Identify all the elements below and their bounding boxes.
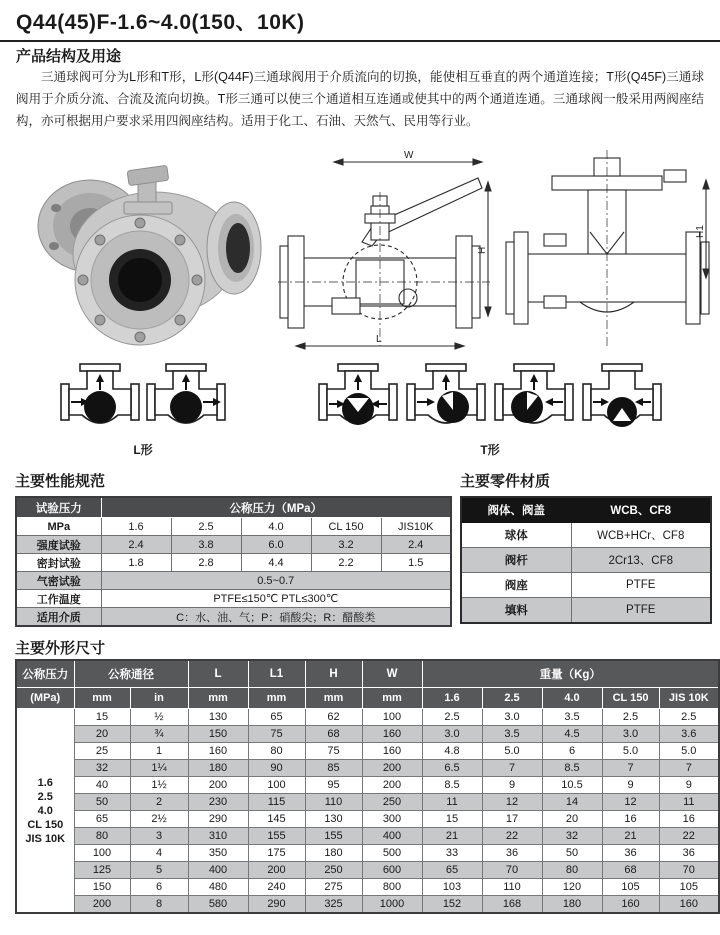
dimensions-row bbox=[16, 862, 719, 879]
performance-cell: 2.4 bbox=[381, 536, 451, 554]
dimensions-cell: 200 bbox=[362, 760, 422, 777]
materials-row bbox=[461, 548, 711, 573]
dims-header-weight: 重量（Kg） bbox=[422, 660, 719, 688]
dimensions-cell: 800 bbox=[362, 879, 422, 896]
pressure-class-line: 4.0 bbox=[37, 804, 53, 817]
dimensions-cell: 1½ bbox=[130, 777, 188, 794]
dims-header-pressure: 公称压力 bbox=[16, 660, 74, 688]
pressure-class-line: JIS 10K bbox=[25, 832, 66, 845]
performance-cell: 2.8 bbox=[171, 554, 241, 572]
dimensions-cell: 21 bbox=[422, 828, 482, 845]
dimensions-cell: 275 bbox=[305, 879, 362, 896]
dimensions-cell: 9 bbox=[659, 777, 719, 794]
dimensions-cell: 180 bbox=[188, 760, 248, 777]
dimensions-cell: 20 bbox=[74, 726, 130, 743]
performance-span-cell: C：水、油、气；P：硝酸尖；R：醋酸类 bbox=[101, 608, 451, 627]
dimensions-cell: 200 bbox=[248, 862, 305, 879]
dimensions-cell: 180 bbox=[542, 896, 602, 914]
performance-row bbox=[16, 608, 451, 627]
dimensions-cell: 250 bbox=[305, 862, 362, 879]
performance-cell: 4.0 bbox=[241, 518, 311, 536]
dimensions-cell: 290 bbox=[188, 811, 248, 828]
dimensions-cell: 75 bbox=[305, 743, 362, 760]
dimensions-cell: 62 bbox=[305, 709, 362, 726]
materials-row bbox=[461, 497, 711, 523]
dimensions-cell: 80 bbox=[74, 828, 130, 845]
dimensions-cell: 12 bbox=[602, 794, 659, 811]
section-heading-performance: 主要性能规范 bbox=[15, 473, 106, 490]
dimensions-cell: 1¼ bbox=[130, 760, 188, 777]
dimensions-cell: 68 bbox=[305, 726, 362, 743]
dimensions-cell: 3.5 bbox=[542, 709, 602, 726]
dimensions-cell: 14 bbox=[542, 794, 602, 811]
dimensions-cell: 9 bbox=[482, 777, 542, 794]
dimensions-cell: 4.5 bbox=[542, 726, 602, 743]
materials-value-cell: WCB、CF8 bbox=[571, 497, 711, 523]
dimensions-cell: 36 bbox=[482, 845, 542, 862]
dimensions-cell: 32 bbox=[542, 828, 602, 845]
dimensions-cell: 4.8 bbox=[422, 743, 482, 760]
materials-value-cell: PTFE bbox=[571, 598, 711, 624]
dimensions-cell: 300 bbox=[362, 811, 422, 828]
dimensions-pressure-class-cell bbox=[16, 709, 74, 914]
performance-span-cell: PTFE≤150℃ PTL≤300℃ bbox=[101, 590, 451, 608]
flow-diagram-t3 bbox=[494, 362, 574, 432]
dimensions-cell: 85 bbox=[305, 760, 362, 777]
dimensions-cell: 115 bbox=[248, 794, 305, 811]
dimensions-row bbox=[16, 896, 719, 914]
dimensions-cell: 105 bbox=[602, 879, 659, 896]
section-heading-dimensions: 主要外形尺寸 bbox=[15, 640, 106, 657]
dimensions-cell: 160 bbox=[362, 726, 422, 743]
dimensions-table bbox=[15, 659, 720, 914]
dimensions-cell: 2 bbox=[130, 794, 188, 811]
performance-header-label: 试验压力 bbox=[16, 497, 101, 518]
materials-table bbox=[460, 496, 712, 624]
performance-cell: 1.8 bbox=[101, 554, 171, 572]
dimensions-cell: 1000 bbox=[362, 896, 422, 914]
dimensions-cell: 8.5 bbox=[542, 760, 602, 777]
dims-header-unit-mm: mm bbox=[362, 688, 422, 709]
dimensions-cell: 65 bbox=[422, 862, 482, 879]
performance-cell: 3.8 bbox=[171, 536, 241, 554]
dimensions-cell: 600 bbox=[362, 862, 422, 879]
dimensions-cell: 500 bbox=[362, 845, 422, 862]
dimensions-cell: 10.5 bbox=[542, 777, 602, 794]
dimensions-cell: 130 bbox=[305, 811, 362, 828]
dimensions-row bbox=[16, 828, 719, 845]
performance-row-label: MPa bbox=[16, 518, 101, 536]
dims-header-weight-col: 4.0 bbox=[542, 688, 602, 709]
dims-header-dn-mm: mm bbox=[74, 688, 130, 709]
performance-cell: 1.5 bbox=[381, 554, 451, 572]
dimensions-cell: 95 bbox=[305, 777, 362, 794]
valve-section-drawing-side bbox=[502, 146, 717, 358]
intro-paragraph: 三通球阀可分为L形和T形，L形(Q44F)三通球阀用于介质流向的切换，能使相互垂直的两个通道连接；T形(Q45F)三通球阀用于介质分流、合流及流向切换。T形三通可以使三个通道相互连通或使其中的两个通道连通。三通球阀一般采用两阀座结构，亦可根据用户要求采用四阀座结构。适用于化工、石油、天然气、民用等行业。 bbox=[16, 70, 704, 128]
materials-row bbox=[461, 598, 711, 624]
dimensions-cell: 32 bbox=[74, 760, 130, 777]
performance-row bbox=[16, 590, 451, 608]
dimensions-cell: 21 bbox=[602, 828, 659, 845]
performance-table-body bbox=[16, 518, 451, 627]
performance-row bbox=[16, 572, 451, 590]
dimensions-cell: 2.5 bbox=[659, 709, 719, 726]
dims-header-unit-mm: mm bbox=[248, 688, 305, 709]
dims-header-w: W bbox=[362, 660, 422, 688]
dimensions-cell: 16 bbox=[602, 811, 659, 828]
dimensions-cell: 65 bbox=[248, 709, 305, 726]
dimensions-cell: 400 bbox=[188, 862, 248, 879]
section-heading-materials: 主要零件材质 bbox=[460, 473, 551, 490]
dims-header-dn: 公称通径 bbox=[74, 660, 188, 688]
dimensions-cell: 310 bbox=[188, 828, 248, 845]
dimensions-cell: 3.5 bbox=[482, 726, 542, 743]
materials-table-body bbox=[461, 497, 711, 623]
dimensions-cell: 7 bbox=[482, 760, 542, 777]
dimensions-cell: 11 bbox=[422, 794, 482, 811]
dimensions-cell: 2½ bbox=[130, 811, 188, 828]
dimensions-cell: 240 bbox=[248, 879, 305, 896]
dimensions-cell: 160 bbox=[362, 743, 422, 760]
dimensions-row bbox=[16, 726, 719, 743]
dimensions-cell: 145 bbox=[248, 811, 305, 828]
performance-cell: 2.2 bbox=[311, 554, 381, 572]
dimensions-cell: 200 bbox=[362, 777, 422, 794]
dimensions-cell: 290 bbox=[248, 896, 305, 914]
materials-value-cell: 2Cr13、CF8 bbox=[571, 548, 711, 573]
dimensions-cell: 103 bbox=[422, 879, 482, 896]
dimensions-row bbox=[16, 777, 719, 794]
performance-cell: 3.2 bbox=[311, 536, 381, 554]
dimensions-cell: 16 bbox=[659, 811, 719, 828]
dimensions-cell: 50 bbox=[74, 794, 130, 811]
performance-row-label: 适用介质 bbox=[16, 608, 101, 627]
dimensions-cell: 2.5 bbox=[422, 709, 482, 726]
dimensions-cell: 70 bbox=[659, 862, 719, 879]
dimensions-cell: 12 bbox=[482, 794, 542, 811]
dimensions-cell: 3.0 bbox=[422, 726, 482, 743]
dimensions-cell: 480 bbox=[188, 879, 248, 896]
dimensions-cell: 80 bbox=[542, 862, 602, 879]
dimensions-cell: 5.0 bbox=[602, 743, 659, 760]
materials-row bbox=[461, 573, 711, 598]
title-divider bbox=[0, 40, 720, 42]
dimensions-cell: 65 bbox=[74, 811, 130, 828]
dims-header-weight-col: JIS 10K bbox=[659, 688, 719, 709]
dimensions-cell: 155 bbox=[248, 828, 305, 845]
dims-header-weight-col: 1.6 bbox=[422, 688, 482, 709]
dimensions-cell: 36 bbox=[659, 845, 719, 862]
valve-photo bbox=[20, 146, 272, 358]
performance-cell: CL 150 bbox=[311, 518, 381, 536]
dimensions-cell: 105 bbox=[659, 879, 719, 896]
flow-diagram-t1 bbox=[318, 362, 398, 432]
flow-diagram-l2 bbox=[146, 362, 226, 432]
performance-row bbox=[16, 536, 451, 554]
pressure-class-line: 2.5 bbox=[37, 790, 53, 803]
dimensions-cell: 100 bbox=[74, 845, 130, 862]
dimensions-cell: 17 bbox=[482, 811, 542, 828]
dimensions-cell: ½ bbox=[130, 709, 188, 726]
dimensions-cell: 33 bbox=[422, 845, 482, 862]
dimensions-cell: 3.0 bbox=[482, 709, 542, 726]
dimensions-cell: 168 bbox=[482, 896, 542, 914]
dims-header-weight-col: CL 150 bbox=[602, 688, 659, 709]
dimensions-cell: 350 bbox=[188, 845, 248, 862]
dim-label-l: L bbox=[376, 334, 382, 345]
performance-span-cell: 0.5~0.7 bbox=[101, 572, 451, 590]
dimensions-cell: 2.5 bbox=[602, 709, 659, 726]
flow-diagram-t4 bbox=[582, 362, 662, 432]
dims-header-weight-col: 2.5 bbox=[482, 688, 542, 709]
performance-cell: 2.5 bbox=[171, 518, 241, 536]
dimensions-cell: 180 bbox=[305, 845, 362, 862]
dimensions-cell: 110 bbox=[482, 879, 542, 896]
dimensions-header-row-1 bbox=[16, 660, 719, 688]
dims-header-l: L bbox=[188, 660, 248, 688]
performance-row bbox=[16, 554, 451, 572]
dimensions-cell: 7 bbox=[602, 760, 659, 777]
dimensions-cell: 22 bbox=[659, 828, 719, 845]
flow-group-label-l: L形 bbox=[133, 443, 153, 457]
dimensions-row bbox=[16, 743, 719, 760]
dimensions-cell: 68 bbox=[602, 862, 659, 879]
dimensions-cell: 3 bbox=[130, 828, 188, 845]
dimensions-cell: 70 bbox=[482, 862, 542, 879]
flow-group-label-t: T形 bbox=[480, 443, 500, 457]
dimensions-cell: 150 bbox=[188, 726, 248, 743]
flow-diagram-t2 bbox=[406, 362, 486, 432]
performance-cell: 4.4 bbox=[241, 554, 311, 572]
dims-header-unit-mm: mm bbox=[305, 688, 362, 709]
dimensions-cell: 152 bbox=[422, 896, 482, 914]
dimensions-cell: 3.6 bbox=[659, 726, 719, 743]
performance-table bbox=[15, 496, 452, 627]
dim-label-w: W bbox=[404, 150, 414, 161]
pressure-class-line: 1.6 bbox=[37, 776, 53, 789]
dimensions-cell: ¾ bbox=[130, 726, 188, 743]
performance-header-row bbox=[16, 497, 451, 518]
dimensions-cell: 130 bbox=[188, 709, 248, 726]
performance-cell: JIS10K bbox=[381, 518, 451, 536]
dimensions-row bbox=[16, 811, 719, 828]
flow-diagram-l1 bbox=[60, 362, 140, 432]
dimensions-cell: 6 bbox=[542, 743, 602, 760]
materials-row bbox=[461, 523, 711, 548]
dimensions-cell: 100 bbox=[248, 777, 305, 794]
dimensions-row bbox=[16, 879, 719, 896]
pressure-class-line: CL 150 bbox=[27, 818, 64, 831]
dimensions-cell: 160 bbox=[659, 896, 719, 914]
performance-cell: 1.6 bbox=[101, 518, 171, 536]
dimensions-cell: 22 bbox=[482, 828, 542, 845]
materials-part-label: 填料 bbox=[461, 598, 571, 624]
dimensions-cell: 325 bbox=[305, 896, 362, 914]
dimensions-cell: 5.0 bbox=[659, 743, 719, 760]
performance-row-label: 气密试验 bbox=[16, 572, 101, 590]
materials-part-label: 阀座 bbox=[461, 573, 571, 598]
dimensions-cell: 125 bbox=[74, 862, 130, 879]
dimensions-cell: 20 bbox=[542, 811, 602, 828]
dimensions-cell: 580 bbox=[188, 896, 248, 914]
dimensions-cell: 150 bbox=[74, 879, 130, 896]
performance-header-span: 公称压力（MPa） bbox=[101, 497, 451, 518]
dimensions-cell: 8.5 bbox=[422, 777, 482, 794]
dimensions-cell: 7 bbox=[659, 760, 719, 777]
dimensions-cell: 3.0 bbox=[602, 726, 659, 743]
dimensions-cell: 155 bbox=[305, 828, 362, 845]
section-heading-structure: 产品结构及用途 bbox=[16, 48, 122, 65]
dimensions-row bbox=[16, 760, 719, 777]
dimensions-cell: 50 bbox=[542, 845, 602, 862]
dimensions-cell: 8 bbox=[130, 896, 188, 914]
performance-row-label: 工作温度 bbox=[16, 590, 101, 608]
dimensions-row bbox=[16, 845, 719, 862]
dimensions-cell: 175 bbox=[248, 845, 305, 862]
performance-row-label: 强度试验 bbox=[16, 536, 101, 554]
dimensions-cell: 75 bbox=[248, 726, 305, 743]
dimensions-cell: 90 bbox=[248, 760, 305, 777]
dimensions-cell: 200 bbox=[188, 777, 248, 794]
dimensions-row bbox=[16, 709, 719, 726]
dimensions-cell: 400 bbox=[362, 828, 422, 845]
dimensions-cell: 4 bbox=[130, 845, 188, 862]
dim-label-h: H bbox=[477, 246, 488, 254]
dim-label-h1: H1 bbox=[695, 225, 706, 238]
performance-row bbox=[16, 518, 451, 536]
dimensions-cell: 6.5 bbox=[422, 760, 482, 777]
page-title: Q44(45)F-1.6~4.0(150、10K) bbox=[16, 11, 305, 34]
dims-header-dn-in: in bbox=[130, 688, 188, 709]
dims-header-h: H bbox=[305, 660, 362, 688]
dimensions-cell: 250 bbox=[362, 794, 422, 811]
dimensions-cell: 1 bbox=[130, 743, 188, 760]
dimensions-cell: 160 bbox=[602, 896, 659, 914]
dimensions-cell: 15 bbox=[422, 811, 482, 828]
dimensions-cell: 36 bbox=[602, 845, 659, 862]
dimensions-cell: 15 bbox=[74, 709, 130, 726]
materials-value-cell: WCB+HCr、CF8 bbox=[571, 523, 711, 548]
materials-part-label: 阀体、阀盖 bbox=[461, 497, 571, 523]
dimensions-row bbox=[16, 794, 719, 811]
dimensions-cell: 5.0 bbox=[482, 743, 542, 760]
dimensions-cell: 11 bbox=[659, 794, 719, 811]
materials-value-cell: PTFE bbox=[571, 573, 711, 598]
performance-row-label: 密封试验 bbox=[16, 554, 101, 572]
dimensions-cell: 200 bbox=[74, 896, 130, 914]
materials-part-label: 阀杆 bbox=[461, 548, 571, 573]
materials-part-label: 球体 bbox=[461, 523, 571, 548]
dimensions-table-body bbox=[16, 709, 719, 914]
dims-header-mpa: (MPa) bbox=[16, 688, 74, 709]
dimensions-cell: 110 bbox=[305, 794, 362, 811]
dimensions-cell: 25 bbox=[74, 743, 130, 760]
dims-header-l1: L1 bbox=[248, 660, 305, 688]
dimensions-cell: 5 bbox=[130, 862, 188, 879]
dims-header-unit-mm: mm bbox=[188, 688, 248, 709]
dimensions-cell: 230 bbox=[188, 794, 248, 811]
dimensions-cell: 6 bbox=[130, 879, 188, 896]
dimensions-cell: 160 bbox=[188, 743, 248, 760]
dimensions-cell: 40 bbox=[74, 777, 130, 794]
dimensions-cell: 120 bbox=[542, 879, 602, 896]
dimensions-cell: 9 bbox=[602, 777, 659, 794]
dimensions-header-row-2 bbox=[16, 688, 719, 709]
dimensions-cell: 80 bbox=[248, 743, 305, 760]
performance-cell: 6.0 bbox=[241, 536, 311, 554]
dimensions-cell: 100 bbox=[362, 709, 422, 726]
valve-section-drawing-front bbox=[276, 146, 496, 358]
performance-cell: 2.4 bbox=[101, 536, 171, 554]
